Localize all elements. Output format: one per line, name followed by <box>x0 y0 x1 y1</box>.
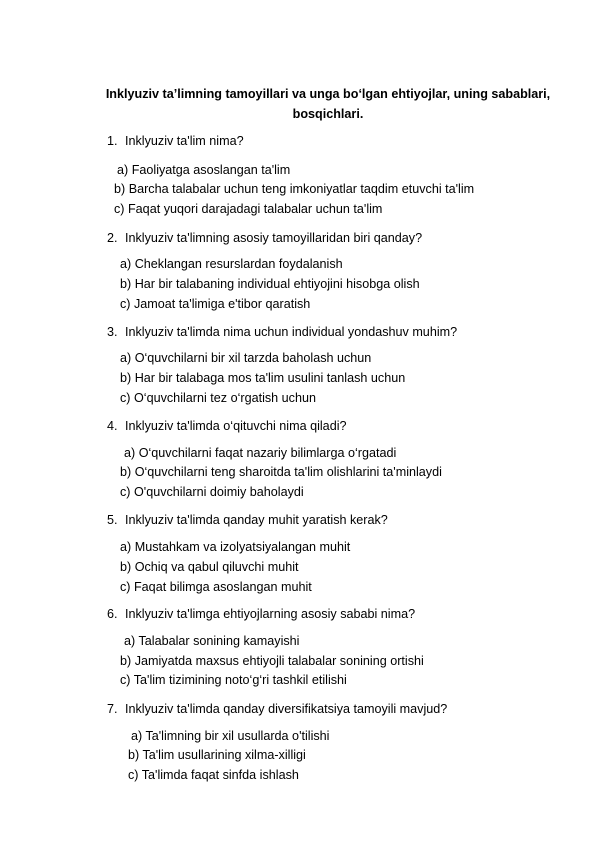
question-1-option-c: c) Faqat yuqori darajadagi talabalar uchun ta'lim <box>114 202 383 216</box>
question-number: 2. <box>107 231 118 245</box>
question-3 <box>107 324 457 340</box>
question-text: Inklyuziv ta'limda qanday muhit yaratish kerak? <box>125 513 388 527</box>
question-text: Inklyuziv ta'limning asosiy tamoyillaridan biri qanday? <box>125 231 423 245</box>
question-5 <box>107 512 388 528</box>
question-5-option-b: b) Ochiq va qabul qiluvchi muhit <box>120 560 299 574</box>
question-3-option-c: c) O‘quvchilarni tez o‘rgatish uchun <box>120 391 316 405</box>
question-4-option-a: a) O‘quvchilarni faqat nazariy bilimlarga o‘rgatadi <box>124 446 397 460</box>
question-2-option-a: a) Cheklangan resurslardan foydalanish <box>120 257 343 271</box>
question-5-option-a: a) Mustahkam va izolyatsiyalangan muhit <box>120 540 351 554</box>
question-3-option-b: b) Har bir talabaga mos ta'lim usulini tanlash uchun <box>120 371 406 385</box>
question-text: Inklyuziv ta'limda nima uchun individual yondashuv muhim? <box>125 325 458 339</box>
question-number: 6. <box>107 607 118 621</box>
question-text: Inklyuziv ta'limda qanday diversifikatsiya tamoyili mavjud? <box>125 702 448 716</box>
question-2-option-c: c) Jamoat ta'limiga e'tibor qaratish <box>120 297 311 311</box>
question-2-option-b: b) Har bir talabaning individual ehtiyojini hisobga olish <box>120 277 420 291</box>
question-number: 5. <box>107 513 118 527</box>
question-6-option-a: a) Talabalar sonining kamayishi <box>124 634 300 648</box>
question-text: Inklyuziv ta'limda o‘qituvchi nima qiladi? <box>125 419 347 433</box>
question-4 <box>107 418 347 434</box>
question-number: 7. <box>107 702 118 716</box>
question-2 <box>107 230 422 246</box>
question-4-option-b: b) O‘quvchilarni teng sharoitda ta'lim olishlarini ta'minlaydi <box>120 465 442 479</box>
document-title: Inklyuziv ta’limning tamoyillari va unga bo‘lgan ehtiyojlar, uning sabablari, bosqichlari. <box>105 87 551 121</box>
question-6-option-c: c) Ta'lim tizimining noto‘g‘ri tashkil etilishi <box>120 673 347 687</box>
question-1-option-b: b) Barcha talabalar uchun teng imkoniyatlar taqdim etuvchi ta'lim <box>114 182 475 196</box>
question-7-option-b: b) Ta'lim usullarining xilma-xilligi <box>128 748 306 762</box>
question-3-option-a: a) O‘quvchilarni bir xil tarzda baholash uchun <box>120 351 372 365</box>
question-7 <box>107 701 447 717</box>
question-text: Inklyuziv ta'lim nima? <box>125 134 244 148</box>
question-4-option-c: c) O'quvchilarni doimiy baholaydi <box>120 485 304 499</box>
question-text: Inklyuziv ta'limga ehtiyojlarning asosiy sababi nima? <box>125 607 416 621</box>
question-6 <box>107 606 415 622</box>
question-5-option-c: c) Faqat bilimga asoslangan muhit <box>120 580 312 594</box>
question-7-option-a: a) Ta'limning bir xil usullarda o'tilishi <box>131 729 330 743</box>
question-number: 3. <box>107 325 118 339</box>
question-1 <box>107 133 244 149</box>
question-number: 1. <box>107 134 118 148</box>
question-7-option-c: c) Ta'limda faqat sinfda ishlash <box>128 768 299 782</box>
question-1-option-a: a) Faoliyatga asoslangan ta'lim <box>117 163 291 177</box>
question-number: 4. <box>107 419 118 433</box>
question-6-option-b: b) Jamiyatda maxsus ehtiyojli talabalar sonining ortishi <box>120 654 424 668</box>
